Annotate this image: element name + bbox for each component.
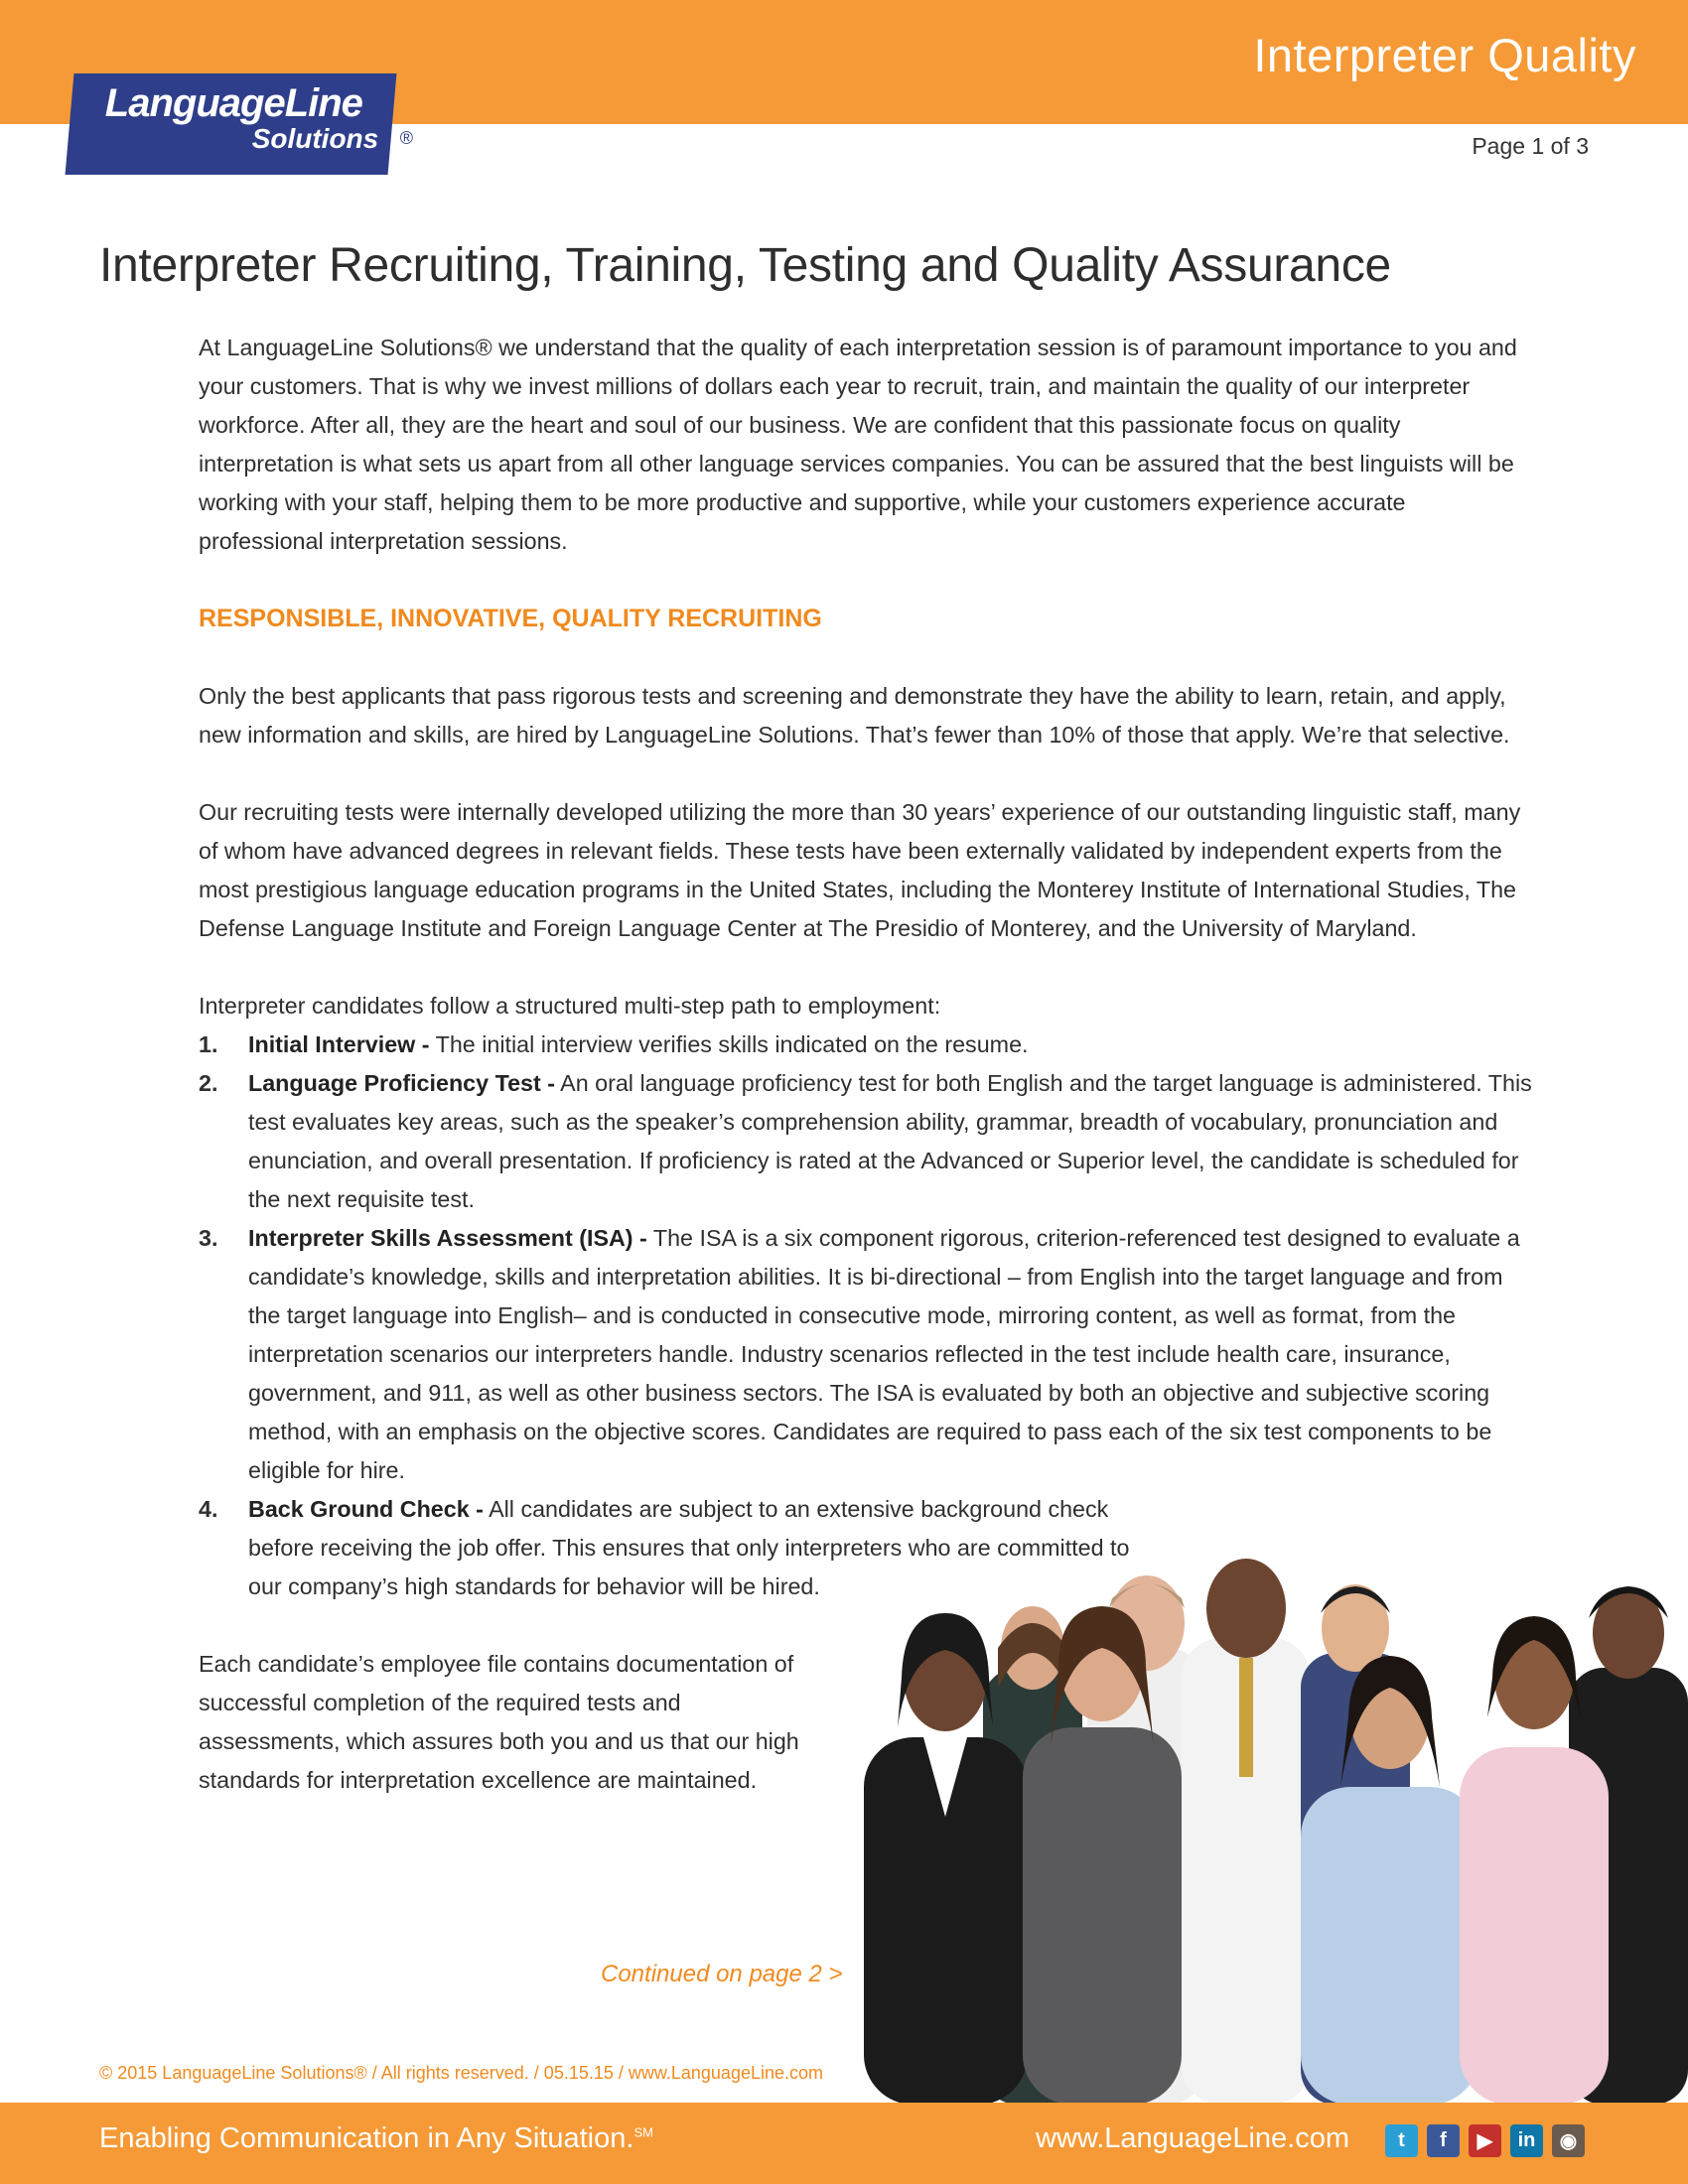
- step-label: Interpreter Skills Assessment (ISA) -: [248, 1225, 647, 1251]
- copyright-notice: © 2015 LanguageLine Solutions® / All rights reserved. / 05.15.15 / www.LanguageLine.com: [99, 2063, 823, 2083]
- page-indicator: Page 1 of 3: [1472, 133, 1589, 159]
- footer-tagline: [99, 2122, 653, 2155]
- step-label: Initial Interview -: [248, 1031, 430, 1057]
- logo-line-1: LanguageLine: [104, 81, 362, 125]
- instagram-icon[interactable]: ◉: [1552, 2124, 1585, 2157]
- step-label: Back Ground Check -: [248, 1496, 484, 1522]
- section-heading: RESPONSIBLE, INNOVATIVE, QUALITY RECRUITING: [199, 605, 822, 632]
- twitter-icon[interactable]: t: [1385, 2124, 1418, 2157]
- list-number: 3.: [199, 1225, 218, 1251]
- section-title: Interpreter Quality: [1253, 29, 1636, 81]
- logo-registered-mark: ®: [399, 128, 413, 148]
- list-item: [199, 1064, 1534, 1219]
- intro-paragraph: At LanguageLine Solutions® we understand that the quality of each interpretation session is of paramount importance to you and your customers. That is why we invest millions of dollars each year to recruit, train, and maintain the quality of our interpreter workforce. After all, they are the heart and soul of our business. We are confident that this passionate focus on quality interpretation is what sets us apart from all other language services companies. You can be assured that the best linguists will be working with your staff, helping them to be more productive and supportive, while your customers experience accurate professional interpretation sessions.: [199, 335, 1517, 554]
- step-text: The ISA is a six component rigorous, criterion-referenced test designed to evaluate a candidate’s knowledge, skills and interpretation abilities. It is bi-directional – from English into the target language and from the target language into English– and is conducted in consecutive mode, mirroring content, as well as format, from the interpretation scenarios our interpreters handle. Industry scenarios reflected in the test include health care, insurance, government, and 911, as well as other business sectors. The ISA is evaluated by both an objective and subjective scoring method, with an emphasis on the objective scores. Candidates are required to pass each of the six test components to be eligible for hire.: [248, 1225, 1520, 1483]
- list-number: 4.: [199, 1496, 218, 1522]
- facebook-icon[interactable]: f: [1427, 2124, 1460, 2157]
- list-item: [199, 1025, 1534, 1064]
- step-label: Language Proficiency Test -: [248, 1070, 555, 1096]
- languageline-logo: [66, 73, 413, 175]
- list-number: 1.: [199, 1031, 218, 1057]
- step-text: All candidates are subject to an extensive background check before receiving the job offer. This ensures that only interpreters who are committed to our company’s high standards for behavior will be hired.: [248, 1496, 1130, 1599]
- logo-line-2: Solutions: [252, 123, 379, 154]
- linkedin-icon[interactable]: in: [1510, 2124, 1543, 2157]
- document-title: Interpreter Recruiting, Training, Testing and Quality Assurance: [99, 239, 1391, 292]
- team-photo: [864, 1559, 1688, 2105]
- continued-link[interactable]: Continued on page 2 >: [601, 1961, 843, 1987]
- tagline-text: Enabling Communication in Any Situation.: [99, 2122, 634, 2154]
- steps-list: [199, 1025, 1534, 1606]
- footer-website-link[interactable]: www.LanguageLine.com: [1036, 2122, 1349, 2154]
- youtube-icon[interactable]: ▶: [1469, 2124, 1501, 2157]
- list-intro: Interpreter candidates follow a structured multi-step path to employment:: [199, 993, 941, 1019]
- step-text: The initial interview verifies skills indicated on the resume.: [429, 1031, 1029, 1057]
- list-number: 2.: [199, 1070, 218, 1096]
- step-text: An oral language proficiency test for both English and the target language is administered. This test evaluates key areas, such as the speaker’s comprehension ability, grammar, breadth of vocabulary, pronunciation and enunciation, and overall presentation. If proficiency is rated at the Advanced or Superior level, the candidate is scheduled for the next requisite test.: [248, 1070, 1532, 1212]
- paragraph-selective: Only the best applicants that pass rigorous tests and screening and demonstrate they have the ability to learn, retain, and apply, new information and skills, are hired by LanguageLine Solutions. That’s fewer than 10% of those that apply. We’re that selective.: [199, 683, 1510, 748]
- paragraph-tests: Our recruiting tests were internally developed utilizing the more than 30 years’ experience of our outstanding linguistic staff, many of whom have advanced degrees in relevant fields. These tests have been externally validated by independent experts from the most prestigious language education programs in the United States, including the Monterey Institute of International Studies, The Defense Language Institute and Foreign Language Center at The Presidio of Monterey, and the University of Maryland.: [199, 799, 1521, 941]
- service-mark: SM: [633, 2124, 653, 2140]
- list-item: [199, 1219, 1534, 1490]
- footer-bar: [0, 2103, 1688, 2184]
- closing-paragraph: Each candidate’s employee file contains documentation of successful completion of the required tests and assessments, which assures both you and us that our high standards for interpretation excellence are maintained.: [199, 1651, 799, 1793]
- person-figure: [1182, 1559, 1311, 2105]
